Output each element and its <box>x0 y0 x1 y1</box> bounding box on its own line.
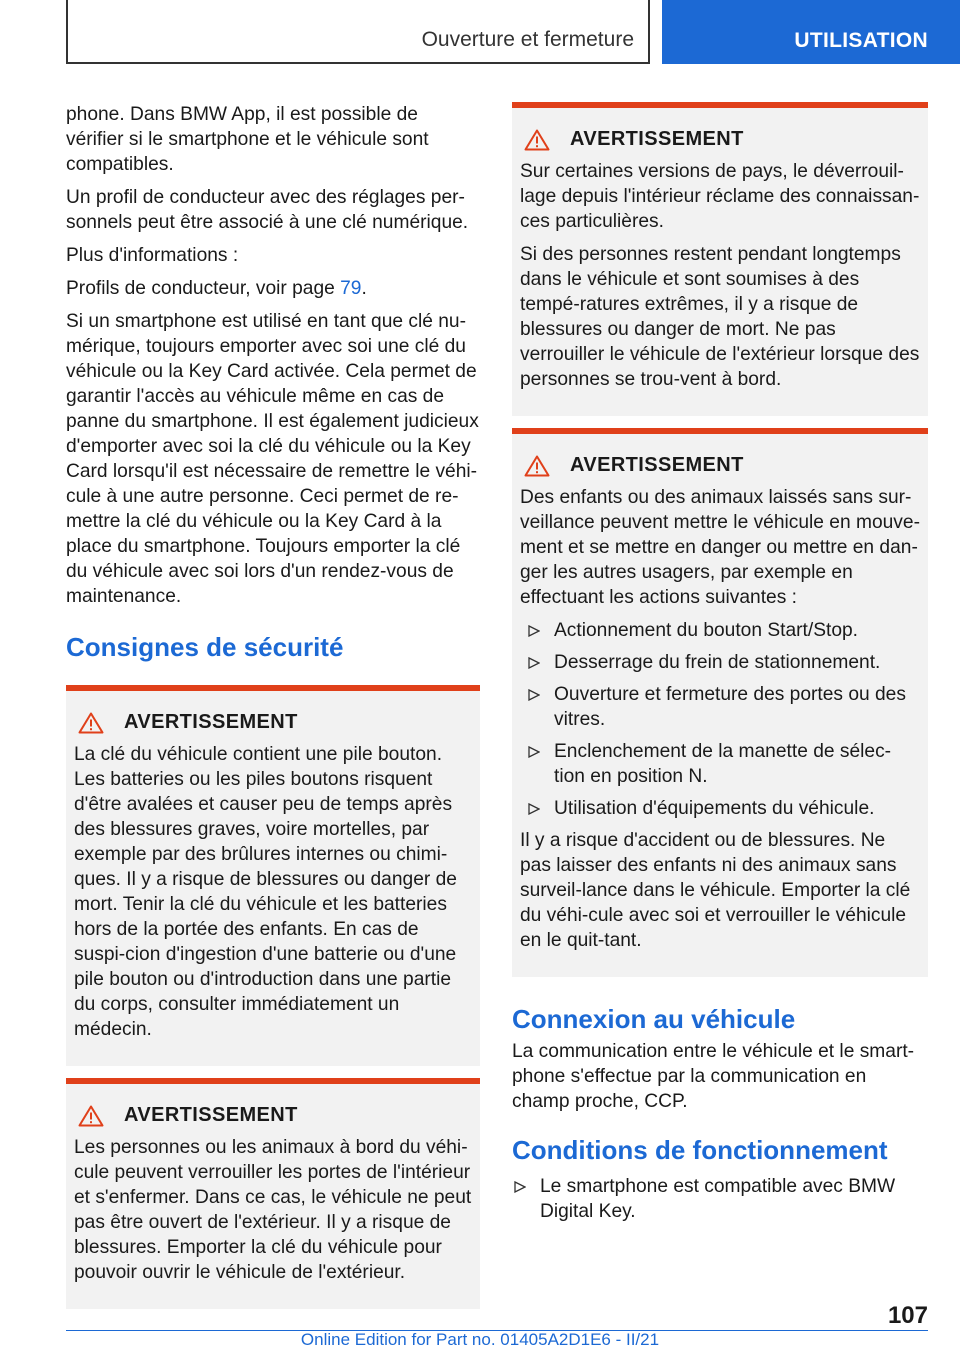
chapter-tab <box>662 0 960 64</box>
list-item: Ouverture et fermeture des portes ou des vitres. <box>520 682 920 732</box>
page-number: 107 <box>887 1302 928 1329</box>
page-reference <box>66 276 480 301</box>
list-item: Desserrage du frein de stationnement. <box>520 650 920 675</box>
triangle-bullet-icon <box>528 625 540 637</box>
triangle-bullet-icon <box>528 657 540 669</box>
page-header <box>0 0 960 66</box>
intro-paragraph-2: Un profil de conducteur avec des réglages per-sonnels peut être associé à une clé numérique. <box>66 187 469 233</box>
list-item: Le smartphone est compatible avec BMW Digital Key. <box>512 1174 928 1224</box>
warning-title: AVERTISSEMENT <box>570 454 744 476</box>
triangle-bullet-icon <box>514 1181 526 1193</box>
warning-box-locked-in <box>66 1078 480 1309</box>
warning-triangle-icon <box>524 455 550 477</box>
warning-box-unlock <box>512 102 928 416</box>
warning-title: AVERTISSEMENT <box>570 128 744 150</box>
warning-title: AVERTISSEMENT <box>124 711 298 733</box>
list-item: Actionnement du bouton Start/Stop. <box>520 618 920 643</box>
warning-box-children <box>512 428 928 977</box>
intro-paragraph-1: phone. Dans BMW App, il est possible de vérifier si le smartphone et le véhicule sont compatibles. <box>66 104 429 175</box>
ref-text: Profils de conducteur, voir page <box>66 278 341 299</box>
warning-title: AVERTISSEMENT <box>124 1104 298 1126</box>
chapter-title: UTILISATION <box>794 29 928 52</box>
warning-triangle-icon <box>78 712 104 734</box>
ref-suffix: . <box>361 278 367 299</box>
footer-edition: Online Edition for Part no. 01405A2D1E6 - II/21 <box>300 1330 660 1349</box>
page-link-79[interactable]: 79 <box>340 278 362 299</box>
warning-text: Les personnes ou les animaux à bord du véhi-cule peuvent verrouiller les portes de l'intérieur et s'enfermer. Dans ce cas, le véhicule ne peut pas être ouvert de l'extérieur. Il y a risque de blessures. Emporter la clé du véhicule pour pouvoir ouvrir le véhicule de l'extérieur. <box>74 1137 472 1283</box>
warning-text: La clé du véhicule contient une pile bouton. Les batteries ou les piles boutons risquent d'être avalées et causer peu de temps après des blessures graves, voire mortelles, par exemple par des brûlures internes ou chimi-ques. Il y a risque de blessures ou danger de mort. Tenir la clé du véhicule et les batteries hors de la portée des enfants. En cas de suspi-cion d'ingestion d'une batterie ou d'une pile bouton ou d'introduction dans une partie du corps, consulter immédiatement un médecin. <box>74 744 457 1040</box>
smartphone-key-paragraph: Si un smartphone est utilisé en tant que clé nu-mérique, toujours emporter avec soi une clé du véhicule ou la Key Card activée. Cela permet de garantir l'accès au véhicule même en cas de panne du smartphone. Il est également judicieux d'emporter avec soi la clé du véhicule ou la Key Card lorsqu'il est nécessaire de remettre le véhi-cule à une autre personne. Ceci permet de re-mettre la clé du véhicule ou la Key Card à la place du smartphone. Toujours emporter la clé du véhicule avec soi lors d'un rendez-vous de maintenance. <box>66 311 479 607</box>
section-title: Ouverture et fermeture <box>421 28 634 51</box>
warning-intro: Des enfants ou des animaux laissés sans sur-veillance peuvent mettre le véhicule en mouve-ment et se mettre en danger ou mettre en dan-ger les autres usagers, par exemple en effectuant les actions suivantes : <box>520 487 920 608</box>
left-column <box>66 102 480 1309</box>
section-tab <box>66 0 650 64</box>
triangle-bullet-icon <box>528 746 540 758</box>
actions-list <box>520 618 920 821</box>
right-column <box>512 102 928 1231</box>
warning-text-2: Si des personnes restent pendant longtemps dans le véhicule et sont soumises à des tempé-ratures extrêmes, il y a risque de blessures ou danger de mort. Ne pas verrouiller le véhicule de l'extérieur lorsque des personnes se trou-vent à bord. <box>520 244 920 390</box>
triangle-bullet-icon <box>528 803 540 815</box>
list-item: Utilisation d'équipements du véhicule. <box>520 796 920 821</box>
warning-box-battery <box>66 685 480 1066</box>
conditions-list <box>512 1174 928 1224</box>
triangle-bullet-icon <box>528 689 540 701</box>
intro-paragraph-3: Plus d'informations : <box>66 245 239 266</box>
list-item: Enclenchement de la manette de sélec-tion en position N. <box>520 739 920 789</box>
connexion-heading: Connexion au véhicule <box>512 1004 796 1034</box>
warning-text-1: Sur certaines versions de pays, le déverrouil-lage depuis l'intérieur réclame des connaissan-ces particulières. <box>520 161 920 232</box>
warning-outro: Il y a risque d'accident ou de blessures. Ne pas laisser des enfants ni des animaux sans surveil-lance dans le véhicule. Emporter la clé du véhi-cule avec soi et verrouiller le véhicule en le quit-tant. <box>520 830 911 951</box>
warning-triangle-icon <box>78 1105 104 1127</box>
safety-heading: Consignes de sécurité <box>66 632 344 662</box>
connexion-text: La communication entre le véhicule et le smart-phone s'effectue par la communication en champ proche, CCP. <box>512 1041 915 1112</box>
warning-triangle-icon <box>524 129 550 151</box>
conditions-heading: Conditions de fonctionnement <box>512 1135 888 1165</box>
